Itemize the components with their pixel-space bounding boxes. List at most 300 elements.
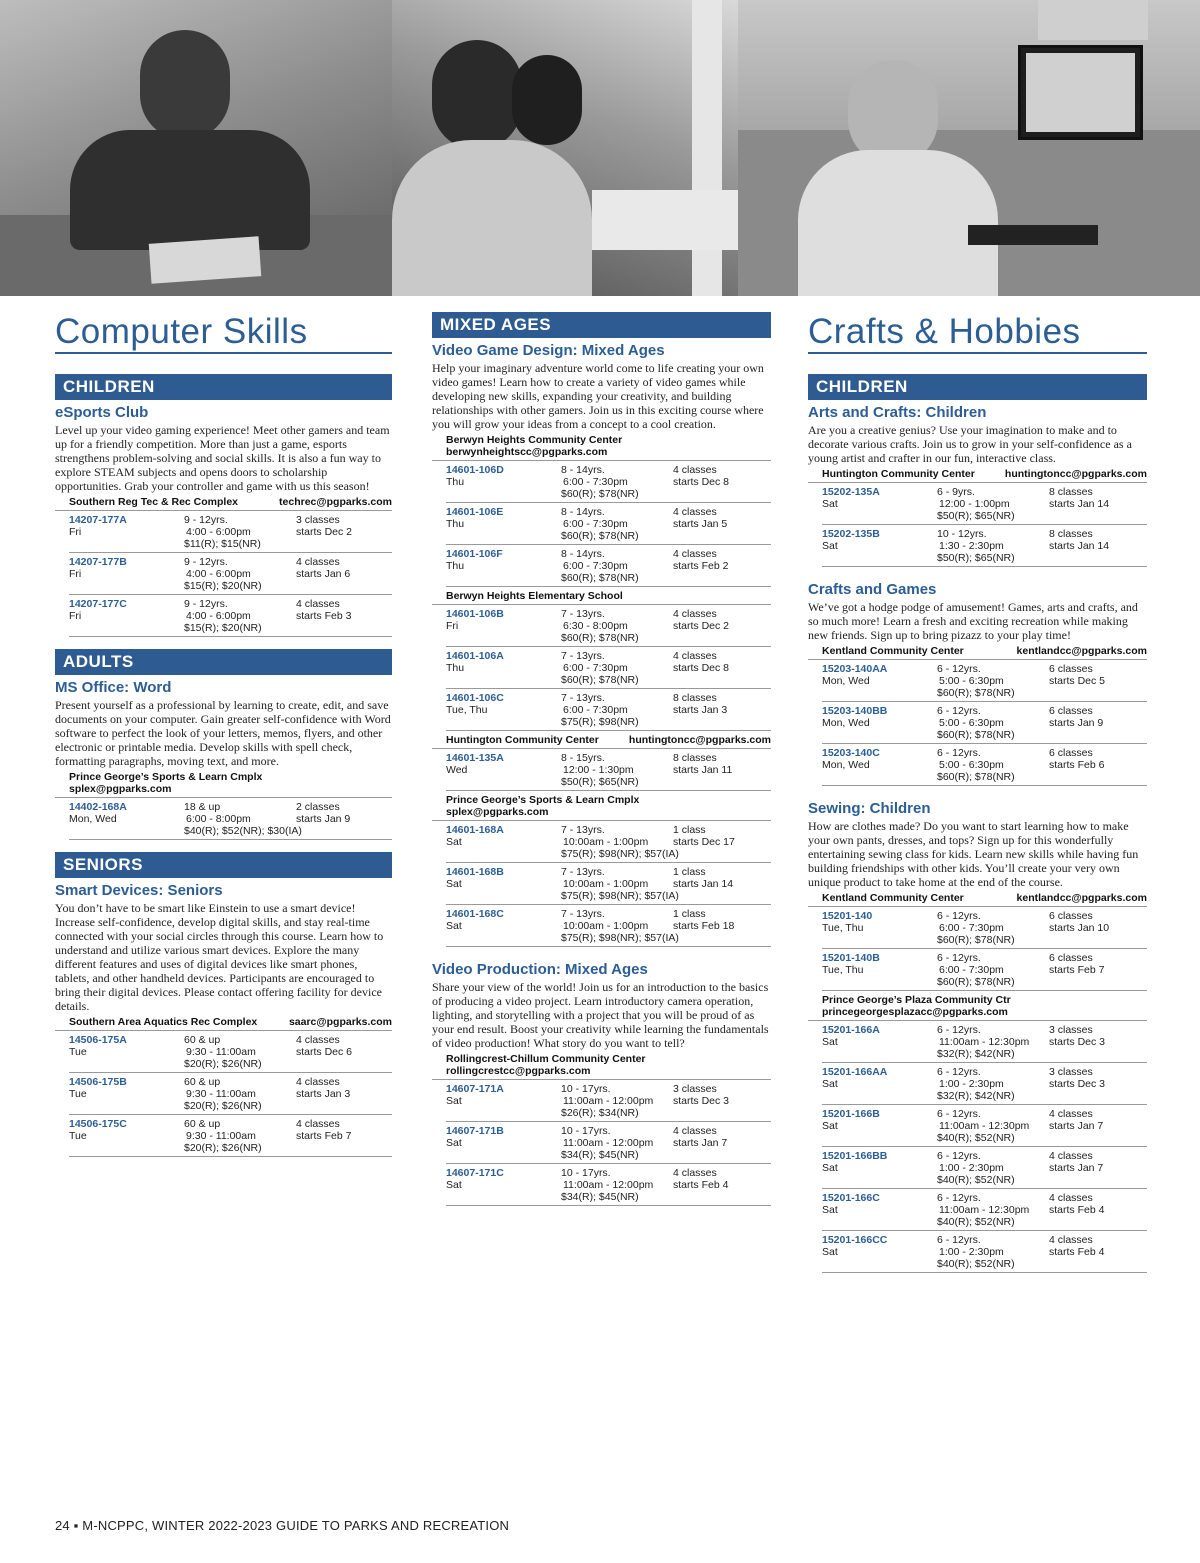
class-day: Sat	[822, 1246, 838, 1258]
spacer	[822, 1090, 937, 1102]
class-start: starts Jan 6	[296, 568, 351, 580]
class-fee: $11(R); $15(NR)	[184, 538, 261, 550]
class-count: 8 classes	[673, 692, 717, 704]
location-header	[55, 771, 392, 798]
class-start: starts Dec 2	[673, 620, 730, 632]
class-day: Sat	[446, 1137, 462, 1149]
class-age: 6 - 12yrs.	[937, 910, 981, 922]
spacer	[446, 674, 561, 686]
class-age: 10 - 12yrs.	[937, 528, 987, 540]
class-fee: $60(R); $78(NR)	[561, 572, 639, 584]
spacer	[446, 1107, 561, 1119]
class-age: 6 - 12yrs.	[937, 705, 981, 717]
class-fee: $60(R); $78(NR)	[937, 687, 1015, 699]
spacer	[822, 934, 937, 946]
class-code: 14601-168A	[446, 824, 504, 836]
class-code: 14207-177C	[69, 598, 127, 610]
class-day: Mon, Wed	[822, 717, 870, 729]
spacer	[822, 771, 937, 783]
class-start: starts Dec 3	[1049, 1078, 1106, 1090]
class-day: Fri	[446, 620, 459, 632]
class-count: 4 classes	[296, 1076, 340, 1088]
class-count: 4 classes	[673, 1167, 717, 1179]
class-count: 1 class	[673, 824, 706, 836]
class-time: 10:00am - 1:00pm	[563, 878, 649, 890]
class-age: 10 - 17yrs.	[561, 1083, 611, 1095]
spacer	[446, 776, 561, 788]
spacer	[822, 1216, 937, 1228]
class-start: starts Dec 17	[673, 836, 735, 848]
class-day: Tue	[69, 1088, 87, 1100]
class-age: 6 - 12yrs.	[937, 1066, 981, 1078]
class-time: 5:00 - 6:30pm	[939, 759, 1004, 771]
program-description: Level up your video gaming experience! Meet other gamers and team up for a friendly competition. More than just a game, esports strengthens problem-solving and social skills. It is also a fun way to explore STEAM subjects and opens doors to scholarship opportunities. Grab your controller and game with us this season!	[55, 423, 390, 493]
location-row	[446, 590, 771, 602]
class-count: 3 classes	[673, 1083, 717, 1095]
class-code: 15201-166A	[822, 1024, 880, 1036]
class-code: 15203-140BB	[822, 705, 888, 717]
spacer	[822, 687, 937, 699]
class-day: Tue	[69, 1130, 87, 1142]
location-email: huntingtoncc@pgparks.com	[1004, 468, 1147, 480]
location-email: splex@pgparks.com	[69, 783, 172, 795]
class-day: Sat	[822, 1036, 838, 1048]
location-name: Kentland Community Center	[822, 645, 964, 657]
class-day: Tue, Thu	[446, 704, 488, 716]
location-header	[55, 1016, 392, 1031]
class-start: starts Jan 7	[673, 1137, 728, 1149]
spacer	[446, 848, 561, 860]
class-row	[446, 821, 771, 863]
class-code: 14601-106F	[446, 548, 503, 560]
class-time: 1:00 - 2:30pm	[939, 1078, 1004, 1090]
class-age: 7 - 13yrs.	[561, 650, 605, 662]
class-row	[69, 1073, 392, 1115]
class-age: 9 - 12yrs.	[184, 598, 228, 610]
class-code: 14402-168A	[69, 801, 127, 813]
class-day: Sat	[446, 878, 462, 890]
class-age: 6 - 12yrs.	[937, 1234, 981, 1246]
class-age: 6 - 12yrs.	[937, 747, 981, 759]
class-list	[446, 605, 771, 731]
class-fee: $40(R); $52(NR)	[937, 1132, 1015, 1144]
photo-seniors-computers	[738, 0, 1200, 296]
class-day: Sat	[822, 1162, 838, 1174]
class-row	[822, 1063, 1147, 1105]
class-age: 10 - 17yrs.	[561, 1167, 611, 1179]
class-fee: $15(R); $20(NR)	[184, 622, 262, 634]
class-age: 8 - 14yrs.	[561, 506, 605, 518]
class-day: Thu	[446, 518, 465, 530]
class-code: 15203-140C	[822, 747, 880, 759]
class-fee: $50(R); $65(NR)	[937, 510, 1015, 522]
class-code: 14607-171B	[446, 1125, 504, 1137]
class-day: Sat	[822, 1120, 838, 1132]
column-crafts-hobbies	[808, 312, 1147, 1273]
class-day: Mon, Wed	[822, 759, 870, 771]
class-fee: $75(R); $98(NR); $57(IA)	[561, 848, 679, 860]
class-start: starts Dec 3	[673, 1095, 730, 1107]
class-day: Mon, Wed	[69, 813, 117, 825]
page-footer: 24 ▪ M-NCPPC, WINTER 2022-2023 GUIDE TO PARKS AND RECREATION	[55, 1518, 510, 1533]
class-fee: $20(R); $26(NR)	[184, 1100, 262, 1112]
class-day: Thu	[446, 560, 465, 572]
class-count: 1 class	[673, 866, 706, 878]
location-email: kentlandcc@pgparks.com	[1016, 892, 1147, 904]
class-code: 15201-166CC	[822, 1234, 888, 1246]
location-header	[808, 892, 1147, 907]
column-groups	[55, 374, 392, 1157]
class-time: 11:00am - 12:00pm	[563, 1095, 654, 1107]
class-age: 6 - 9yrs.	[937, 486, 975, 498]
class-time: 6:00 - 7:30pm	[563, 704, 628, 716]
program-title: eSports Club	[55, 404, 149, 421]
class-day: Thu	[446, 476, 465, 488]
spacer	[822, 976, 937, 988]
class-row	[446, 749, 771, 791]
spacer	[822, 1132, 937, 1144]
program-title: Video Production: Mixed Ages	[432, 961, 648, 978]
class-count: 4 classes	[673, 1125, 717, 1137]
class-fee: $32(R); $42(NR)	[937, 1090, 1015, 1102]
class-fee: $75(R); $98(NR)	[561, 716, 639, 728]
spacer	[69, 1100, 184, 1112]
class-code: 14207-177B	[69, 556, 127, 568]
class-start: starts Jan 7	[1049, 1162, 1104, 1174]
photo-boy-drawing	[0, 0, 392, 296]
class-day: Sat	[822, 1204, 838, 1216]
audience-band: ADULTS	[55, 649, 392, 675]
class-time: 11:00am - 12:00pm	[563, 1137, 654, 1149]
audience-band: CHILDREN	[55, 374, 392, 400]
spacer	[69, 538, 184, 550]
class-age: 6 - 12yrs.	[937, 1024, 981, 1036]
class-fee: $60(R); $78(NR)	[561, 674, 639, 686]
location-header	[808, 468, 1147, 483]
class-row	[69, 511, 392, 553]
class-code: 15201-166BB	[822, 1150, 888, 1162]
class-code: 15202-135B	[822, 528, 880, 540]
class-fee: $60(R); $78(NR)	[561, 530, 639, 542]
spacer	[446, 890, 561, 902]
class-age: 18 & up	[184, 801, 221, 813]
class-time: 11:00am - 12:30pm	[939, 1204, 1030, 1216]
program-description: Help your imaginary adventure world come to life creating your own video games! Learn how to create a variety of video games while developing new skills, expanding your creativity, and building relationships with other gamers. Join us in this exciting course where you will grow your ideas from a concept to a cool creation.	[432, 361, 764, 431]
spacer	[446, 1191, 561, 1203]
class-code: 15201-166AA	[822, 1066, 888, 1078]
class-code: 14601-168B	[446, 866, 504, 878]
class-fee: $50(R); $65(NR)	[937, 552, 1015, 564]
class-day: Mon, Wed	[822, 675, 870, 687]
class-start: starts Jan 5	[673, 518, 728, 530]
class-count: 4 classes	[1049, 1234, 1093, 1246]
class-count: 4 classes	[296, 556, 340, 568]
class-row	[69, 595, 392, 637]
class-row	[446, 503, 771, 545]
spacer	[446, 1149, 561, 1161]
class-row	[822, 1147, 1147, 1189]
class-fee: $34(R); $45(NR)	[561, 1191, 639, 1203]
spacer	[822, 1258, 937, 1270]
class-row	[446, 545, 771, 587]
location-name: Berwyn Heights Community Center	[446, 434, 623, 446]
class-fee: $32(R); $42(NR)	[937, 1048, 1015, 1060]
class-start: starts Dec 5	[1049, 675, 1106, 687]
class-code: 14601-135A	[446, 752, 504, 764]
class-day: Tue, Thu	[822, 922, 864, 934]
class-day: Sat	[446, 920, 462, 932]
location-header	[432, 1053, 771, 1080]
class-fee: $60(R); $78(NR)	[937, 976, 1015, 988]
class-day: Sat	[446, 1179, 462, 1191]
class-fee: $60(R); $78(NR)	[937, 729, 1015, 741]
class-start: starts Jan 10	[1049, 922, 1110, 934]
class-row	[822, 1021, 1147, 1063]
class-time: 6:00 - 7:30pm	[563, 518, 628, 530]
spacer	[446, 572, 561, 584]
location-email: kentlandcc@pgparks.com	[1016, 645, 1147, 657]
class-fee: $50(R); $65(NR)	[561, 776, 639, 788]
program-description: How are clothes made? Do you want to start learning how to make your own pants, dresses, and tops? Sign up for this wonderfully entertaining sewing class for kids. Learn new skills while having fun building friendships with other kids. You’ll create your very own unique product to take home at the end of the course.	[808, 819, 1139, 889]
class-time: 4:00 - 6:00pm	[186, 568, 251, 580]
program-description: We’ve got a hodge podge of amusement! Games, arts and crafts, and so much more! Learn a fresh and exciting recreation while making new friends. Sign up to bring pizazz to your play time!	[808, 600, 1138, 642]
class-count: 4 classes	[1049, 1150, 1093, 1162]
class-fee: $60(R); $78(NR)	[561, 632, 639, 644]
class-row	[69, 553, 392, 595]
program-title: Crafts and Games	[808, 581, 937, 598]
class-time: 6:00 - 7:30pm	[563, 476, 628, 488]
audience-band: CHILDREN	[808, 374, 1147, 400]
class-list	[69, 511, 392, 637]
class-time: 4:00 - 6:00pm	[186, 610, 251, 622]
column-computer-skills	[55, 312, 392, 1157]
class-fee: $60(R); $78(NR)	[937, 934, 1015, 946]
class-start: starts Feb 2	[673, 560, 729, 572]
class-time: 11:00am - 12:00pm	[563, 1179, 654, 1191]
program-description: Share your view of the world! Join us for an introduction to the basics of producing a video project. Learn introductory camera operation, lighting, and storytelling with a project that you will be proud of as your end result. Boost your creativity while learning the fundamentals of video production! What story do you want to tell?	[432, 980, 769, 1050]
class-code: 15201-166C	[822, 1192, 880, 1204]
class-day: Tue, Thu	[822, 964, 864, 976]
class-code: 14506-175A	[69, 1034, 127, 1046]
class-time: 5:00 - 6:30pm	[939, 675, 1004, 687]
class-row	[446, 1080, 771, 1122]
class-row	[446, 689, 771, 731]
class-row	[446, 647, 771, 689]
class-count: 4 classes	[296, 598, 340, 610]
location-email: huntingtoncc@pgparks.com	[628, 734, 771, 746]
class-time: 9:30 - 11:00am	[186, 1046, 256, 1058]
class-row	[69, 1031, 392, 1073]
location-row	[822, 468, 1147, 480]
location-name: Huntington Community Center	[446, 734, 599, 746]
class-day: Sat	[822, 1078, 838, 1090]
class-start: starts Feb 7	[1049, 964, 1105, 976]
spacer	[446, 530, 561, 542]
class-count: 4 classes	[673, 650, 717, 662]
class-list	[446, 821, 771, 947]
location-name: Prince George’s Plaza Community Ctr	[822, 994, 1011, 1006]
class-time: 4:00 - 6:00pm	[186, 526, 251, 538]
location-header	[432, 794, 771, 821]
class-list	[446, 1080, 771, 1206]
spacer	[69, 580, 184, 592]
class-row	[446, 863, 771, 905]
class-day: Sat	[822, 540, 838, 552]
spacer	[822, 1174, 937, 1186]
class-time: 1:00 - 2:30pm	[939, 1162, 1004, 1174]
location-header	[808, 994, 1147, 1021]
class-list	[69, 798, 392, 840]
class-code: 14601-106E	[446, 506, 504, 518]
location-header	[808, 645, 1147, 660]
class-start: starts Jan 3	[673, 704, 728, 716]
class-time: 6:00 - 7:30pm	[939, 922, 1004, 934]
class-code: 14607-171A	[446, 1083, 504, 1095]
class-age: 7 - 13yrs.	[561, 824, 605, 836]
class-row	[822, 702, 1147, 744]
class-row	[822, 660, 1147, 702]
audience-band: MIXED AGES	[432, 312, 771, 338]
class-age: 7 - 13yrs.	[561, 608, 605, 620]
class-count: 4 classes	[296, 1118, 340, 1130]
class-code: 14601-106A	[446, 650, 504, 662]
class-start: starts Jan 14	[1049, 498, 1110, 510]
class-code: 14207-177A	[69, 514, 127, 526]
location-name: Southern Area Aquatics Rec Complex	[69, 1016, 258, 1028]
class-count: 4 classes	[1049, 1192, 1093, 1204]
class-start: starts Feb 3	[296, 610, 352, 622]
class-time: 6:00 - 7:30pm	[939, 964, 1004, 976]
class-start: starts Dec 3	[1049, 1036, 1106, 1048]
class-start: starts Jan 3	[296, 1088, 351, 1100]
column-groups	[808, 374, 1147, 1273]
class-code: 14601-106C	[446, 692, 504, 704]
class-day: Fri	[69, 526, 82, 538]
location-name: Rollingcrest-Chillum Community Center	[446, 1053, 646, 1065]
program-title: Smart Devices: Seniors	[55, 882, 223, 899]
class-code: 15201-140B	[822, 952, 880, 964]
class-row	[822, 1105, 1147, 1147]
class-time: 12:00 - 1:30pm	[563, 764, 634, 776]
class-age: 6 - 12yrs.	[937, 663, 981, 675]
program-title: Sewing: Children	[808, 800, 931, 817]
class-list	[69, 1031, 392, 1157]
section-title: Computer Skills	[55, 312, 392, 354]
class-list	[822, 483, 1147, 567]
location-email: saarc@pgparks.com	[288, 1016, 392, 1028]
class-row	[822, 1231, 1147, 1273]
location-name: Berwyn Heights Elementary School	[446, 590, 623, 602]
class-time: 10:00am - 1:00pm	[563, 920, 649, 932]
class-count: 3 classes	[1049, 1024, 1093, 1036]
class-day: Thu	[446, 662, 465, 674]
class-count: 4 classes	[673, 506, 717, 518]
class-code: 14506-175B	[69, 1076, 127, 1088]
class-fee: $40(R); $52(NR)	[937, 1258, 1015, 1270]
location-header	[432, 434, 771, 461]
spacer	[446, 932, 561, 944]
class-count: 8 classes	[673, 752, 717, 764]
location-header	[432, 734, 771, 749]
location-name: Huntington Community Center	[822, 468, 975, 480]
class-list	[822, 660, 1147, 786]
class-row	[446, 1164, 771, 1206]
class-start: starts Feb 4	[1049, 1204, 1105, 1216]
location-header	[432, 590, 771, 605]
program-title: Video Game Design: Mixed Ages	[432, 342, 665, 359]
spacer	[69, 1058, 184, 1070]
class-code: 15201-140	[822, 910, 873, 922]
class-count: 6 classes	[1049, 663, 1093, 675]
class-code: 15203-140AA	[822, 663, 888, 675]
class-age: 60 & up	[184, 1118, 221, 1130]
location-name: Kentland Community Center	[822, 892, 964, 904]
location-row	[69, 496, 392, 508]
class-code: 14601-106D	[446, 464, 504, 476]
class-start: starts Feb 6	[1049, 759, 1105, 771]
class-time: 9:30 - 11:00am	[186, 1130, 256, 1142]
class-start: starts Jan 9	[1049, 717, 1104, 729]
location-name: Prince George’s Sports & Learn Cmplx	[446, 794, 640, 806]
class-list	[822, 1021, 1147, 1273]
class-start: starts Feb 18	[673, 920, 735, 932]
class-start: starts Jan 14	[1049, 540, 1110, 552]
spacer	[69, 825, 184, 837]
class-row	[69, 1115, 392, 1157]
class-day: Wed	[446, 764, 468, 776]
class-fee: $75(R); $98(NR); $57(IA)	[561, 932, 679, 944]
spacer	[822, 1048, 937, 1060]
class-time: 6:00 - 7:30pm	[563, 560, 628, 572]
class-day: Tue	[69, 1046, 87, 1058]
class-age: 9 - 12yrs.	[184, 514, 228, 526]
column-groups	[432, 312, 771, 1206]
class-time: 10:00am - 1:00pm	[563, 836, 649, 848]
class-time: 9:30 - 11:00am	[186, 1088, 256, 1100]
class-fee: $40(R); $52(NR); $30(IA)	[184, 825, 302, 837]
spacer	[822, 552, 937, 564]
column-mixed-ages	[432, 312, 771, 1206]
class-count: 4 classes	[673, 548, 717, 560]
class-count: 4 classes	[673, 608, 717, 620]
location-row	[822, 892, 1147, 904]
class-age: 9 - 12yrs.	[184, 556, 228, 568]
class-list	[446, 749, 771, 791]
class-age: 7 - 13yrs.	[561, 866, 605, 878]
class-count: 3 classes	[296, 514, 340, 526]
class-count: 6 classes	[1049, 705, 1093, 717]
class-start: starts Dec 8	[673, 662, 730, 674]
class-time: 6:30 - 8:00pm	[563, 620, 628, 632]
class-time: 11:00am - 12:30pm	[939, 1036, 1030, 1048]
class-fee: $26(R); $34(NR)	[561, 1107, 639, 1119]
class-count: 4 classes	[673, 464, 717, 476]
class-count: 1 class	[673, 908, 706, 920]
class-age: 10 - 17yrs.	[561, 1125, 611, 1137]
location-name: Prince George’s Sports & Learn Cmplx	[69, 771, 263, 783]
class-count: 6 classes	[1049, 910, 1093, 922]
program-description: Present yourself as a professional by learning to create, edit, and save documents on your computer. Gain greater self-confidence with Word software to perfect the look of your letters, memos, flyers, and other electronic or printable media. Develop skills with spell check, formatting paragraphs, moving text, and more.	[55, 698, 391, 768]
class-start: starts Dec 2	[296, 526, 353, 538]
program-description: Are you a creative genius? Use your imagination to make and to decorate various crafts. Join us to grow in your self-confidence as a young artist and crafter in our fun, interactive class.	[808, 423, 1132, 465]
class-fee: $60(R); $78(NR)	[937, 771, 1015, 783]
spacer	[446, 488, 561, 500]
class-count: 4 classes	[296, 1034, 340, 1046]
class-age: 7 - 13yrs.	[561, 908, 605, 920]
class-time: 6:00 - 7:30pm	[563, 662, 628, 674]
class-row	[822, 525, 1147, 567]
class-start: starts Feb 4	[1049, 1246, 1105, 1258]
